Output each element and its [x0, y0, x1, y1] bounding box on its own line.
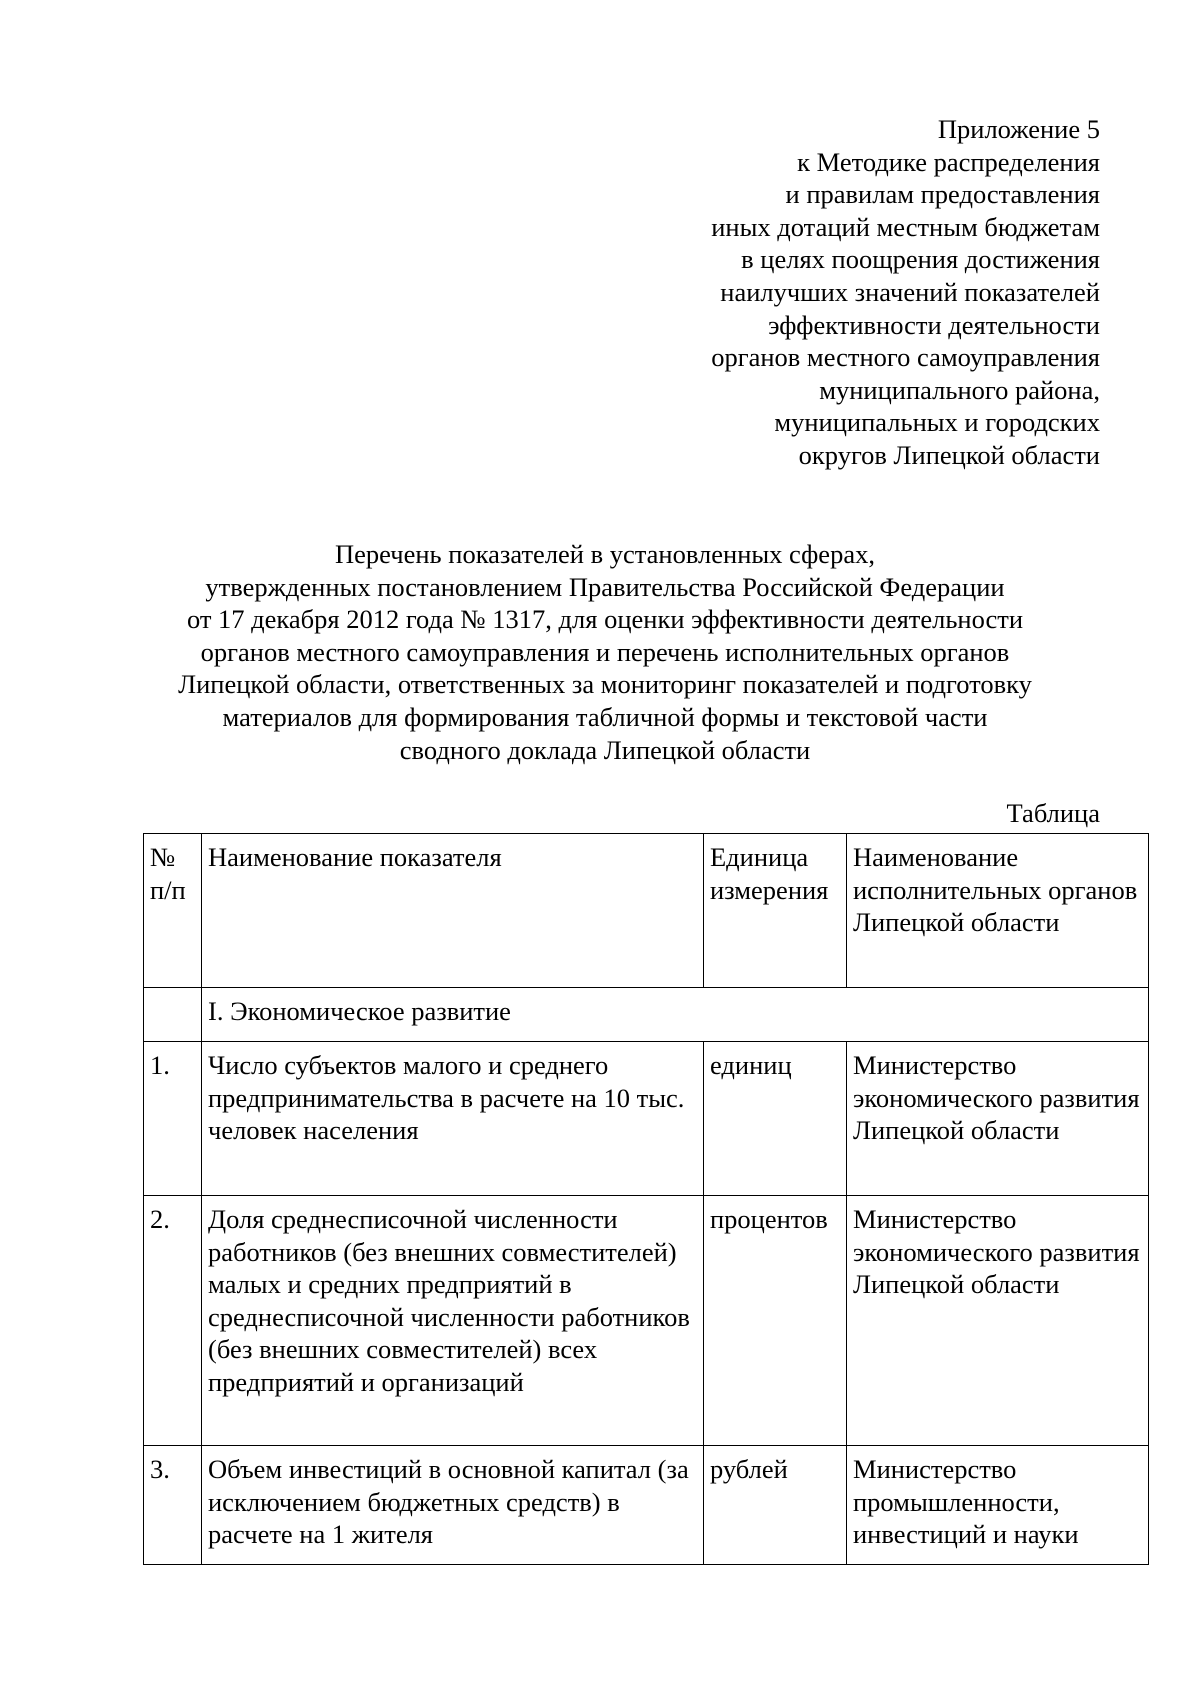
- appendix-line: муниципального района,: [819, 374, 1100, 405]
- header-org: [847, 834, 1149, 988]
- appendix-line: к Методике распределения: [797, 146, 1100, 177]
- appendix-line: органов местного самоуправления: [711, 342, 1100, 373]
- row-indicator-name: Объем инвестиций в основной капитал (за исключением бюджетных средств) в расчете на 1 жителя: [202, 1446, 704, 1565]
- row-unit: процентов: [704, 1196, 847, 1446]
- title-line: Липецкой области, ответственных за мониторинг показателей и подготовку: [178, 669, 1032, 700]
- row-unit: единиц: [704, 1042, 847, 1196]
- table-row: [144, 1042, 1149, 1196]
- title-line: утвержденных постановлением Правительства Российской Федерации: [205, 571, 1005, 602]
- table-caption: Таблица: [1006, 798, 1100, 828]
- indicators-table: [143, 833, 1149, 1565]
- section-row: [144, 988, 1149, 1042]
- table-row: [144, 1446, 1149, 1565]
- appendix-header: [500, 113, 1100, 472]
- row-responsible-org: Министерство экономического развития Липецкой области: [847, 1042, 1149, 1196]
- title-line: материалов для формирования табличной формы и текстовой части: [222, 701, 988, 732]
- header-unit: [704, 834, 847, 988]
- section-title: I. Экономическое развитие: [202, 988, 1149, 1042]
- appendix-line: Приложение 5: [937, 114, 1100, 144]
- row-indicator-name: Число субъектов малого и среднего предпринимательства в расчете на 10 тыс. человек населения: [202, 1042, 704, 1196]
- appendix-line: наилучших значений показателей: [720, 276, 1100, 307]
- appendix-line: округов Липецкой области: [798, 439, 1100, 470]
- row-num: 2.: [144, 1196, 202, 1446]
- header-num: [144, 834, 202, 988]
- title-line: от 17 декабря 2012 года № 1317, для оценки эффективности деятельности: [186, 604, 1024, 635]
- title-line: сводного доклада Липецкой области: [399, 734, 811, 765]
- title-line: органов местного самоуправления и перечень исполнительных органов: [200, 636, 1010, 667]
- row-num: 1.: [144, 1042, 202, 1196]
- row-responsible-org: Министерство экономического развития Липецкой области: [847, 1196, 1149, 1446]
- document-title: [150, 538, 1060, 766]
- title-line: Перечень показателей в установленных сферах,: [335, 539, 875, 569]
- header-name: [202, 834, 704, 988]
- header-num-text: № п/п: [150, 842, 186, 905]
- table-row: [144, 1196, 1149, 1446]
- appendix-line: и правилам предоставления: [785, 179, 1100, 210]
- row-indicator-name: Доля среднесписочной численности работников (без внешних совместителей) малых и средних предприятий в среднесписочной численности работников (без внешних совместителей) всех предприятий и организаций: [202, 1196, 704, 1446]
- row-unit: рублей: [704, 1446, 847, 1565]
- row-responsible-org: Министерство промышленности, инвестиций и науки: [847, 1446, 1149, 1565]
- row-num: 3.: [144, 1446, 202, 1565]
- appendix-line: эффективности деятельности: [768, 309, 1100, 340]
- appendix-line: в целях поощрения достижения: [741, 244, 1100, 275]
- header-org-text: Наименование исполнительных органов Липецкой области: [853, 842, 1138, 938]
- header-unit-text: Единица измерения: [710, 842, 829, 905]
- table-header-row: [144, 834, 1149, 988]
- appendix-line: муниципальных и городских: [774, 407, 1100, 438]
- appendix-line: иных дотаций местным бюджетам: [711, 211, 1100, 242]
- header-name-text: Наименование показателя: [208, 842, 502, 872]
- section-num-cell: [144, 988, 202, 1042]
